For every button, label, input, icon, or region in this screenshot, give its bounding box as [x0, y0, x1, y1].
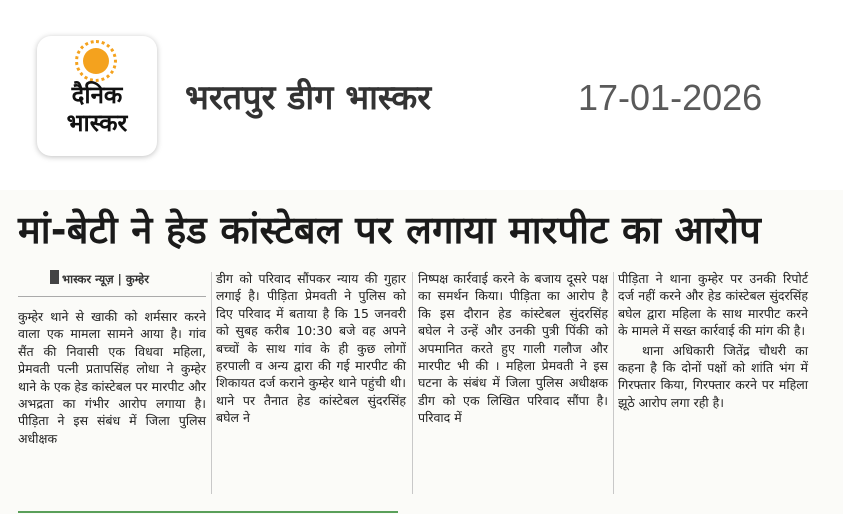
article-column-2: डीग को परिवाद सौंपकर न्याय की गुहार लगाई है। पीड़िता प्रेमवती ने पुलिस को दिए परिवाद में बताया है कि 15 जनवरी को सुबह करीब 10:30 बजे वह अपने बच्चों के साथ गांव के ही कुछ लोगों हरपाली व अन्य द्वारा की गई मारपीट की शिकायत दर्ज कराने कुम्हेर थाने पहुंची थी। थाने पर तैनात हेड कांस्टेबल सुंदरसिंह बघेल ने: [216, 271, 406, 426]
article-column-1: कुम्हेर थाने से खाकी को शर्मसार करने वाला एक मामला सामने आया है। गांव सैंत की निवासी एक विधवा महिला, प्रेमवती पत्नी प्रतापसिंह लोधा ने कुम्हेर थाने के एक हेड कांस्टेबल पर मारपीट और अभद्रता का गंभीर आरोप लगाया है। पीड़िता ने इस संबंध में जिला पुलिस अधीक्षक: [18, 309, 206, 446]
article-column-3: निष्पक्ष कार्रवाई करने के बजाय दूसरे पक्ष का समर्थन किया। पीड़िता का आरोप है कि इस दौरान हेड कांस्टेबल सुंदरसिंह बघेल ने उन्हें और उनकी पुत्री पिंकी को अपमानित करते हुए गाली गलौज और मारपीट भी की । महिला प्रेमवती ने इस घटना के संबंध में जिला पुलिस अधीक्षक डीग को एक लिखित परिवाद सौंपा है। परिवाद में: [418, 271, 608, 426]
sun-icon: [83, 48, 109, 74]
column-divider: [412, 272, 413, 494]
article-column-4: [618, 270, 808, 411]
edition-title: भरतपुर डीग भास्कर: [185, 78, 432, 118]
article-column-4-para1: पीड़िता ने थाना कुम्हेर पर उनकी रिपोर्ट दर्ज नहीं करने और हेड कांस्टेबल सुंदरसिंह बघेल द्वारा महिला के साथ मारपीट करने के मामले में सख्त कार्रवाई की मांग की है।: [618, 271, 808, 339]
edition-date: 17-01-2026: [578, 77, 763, 118]
byline-rule: [18, 296, 206, 297]
column-divider: [613, 272, 614, 494]
bottom-accent-bar: [18, 511, 398, 513]
article-headline: मां-बेटी ने हेड कांस्टेबल पर लगाया मारपीट का आरोप: [18, 208, 762, 252]
byline-marker: [50, 270, 59, 284]
logo-text-line2: भास्कर: [66, 109, 128, 137]
dainik-bhaskar-logo: [37, 36, 157, 156]
logo-text-line1: दैनिक: [71, 81, 123, 109]
article-byline: भास्कर न्यूज़ | कुम्हेर: [62, 272, 149, 286]
column-divider: [211, 272, 212, 494]
article-column-4-para2: थाना अधिकारी जितेंद्र चौधरी का कहना है कि दोनों पक्षों को शांति भंग में गिरफ्तार किया, गिरफ्तार करने पर महिला झूठे आरोप लगा रही है।: [618, 342, 808, 410]
